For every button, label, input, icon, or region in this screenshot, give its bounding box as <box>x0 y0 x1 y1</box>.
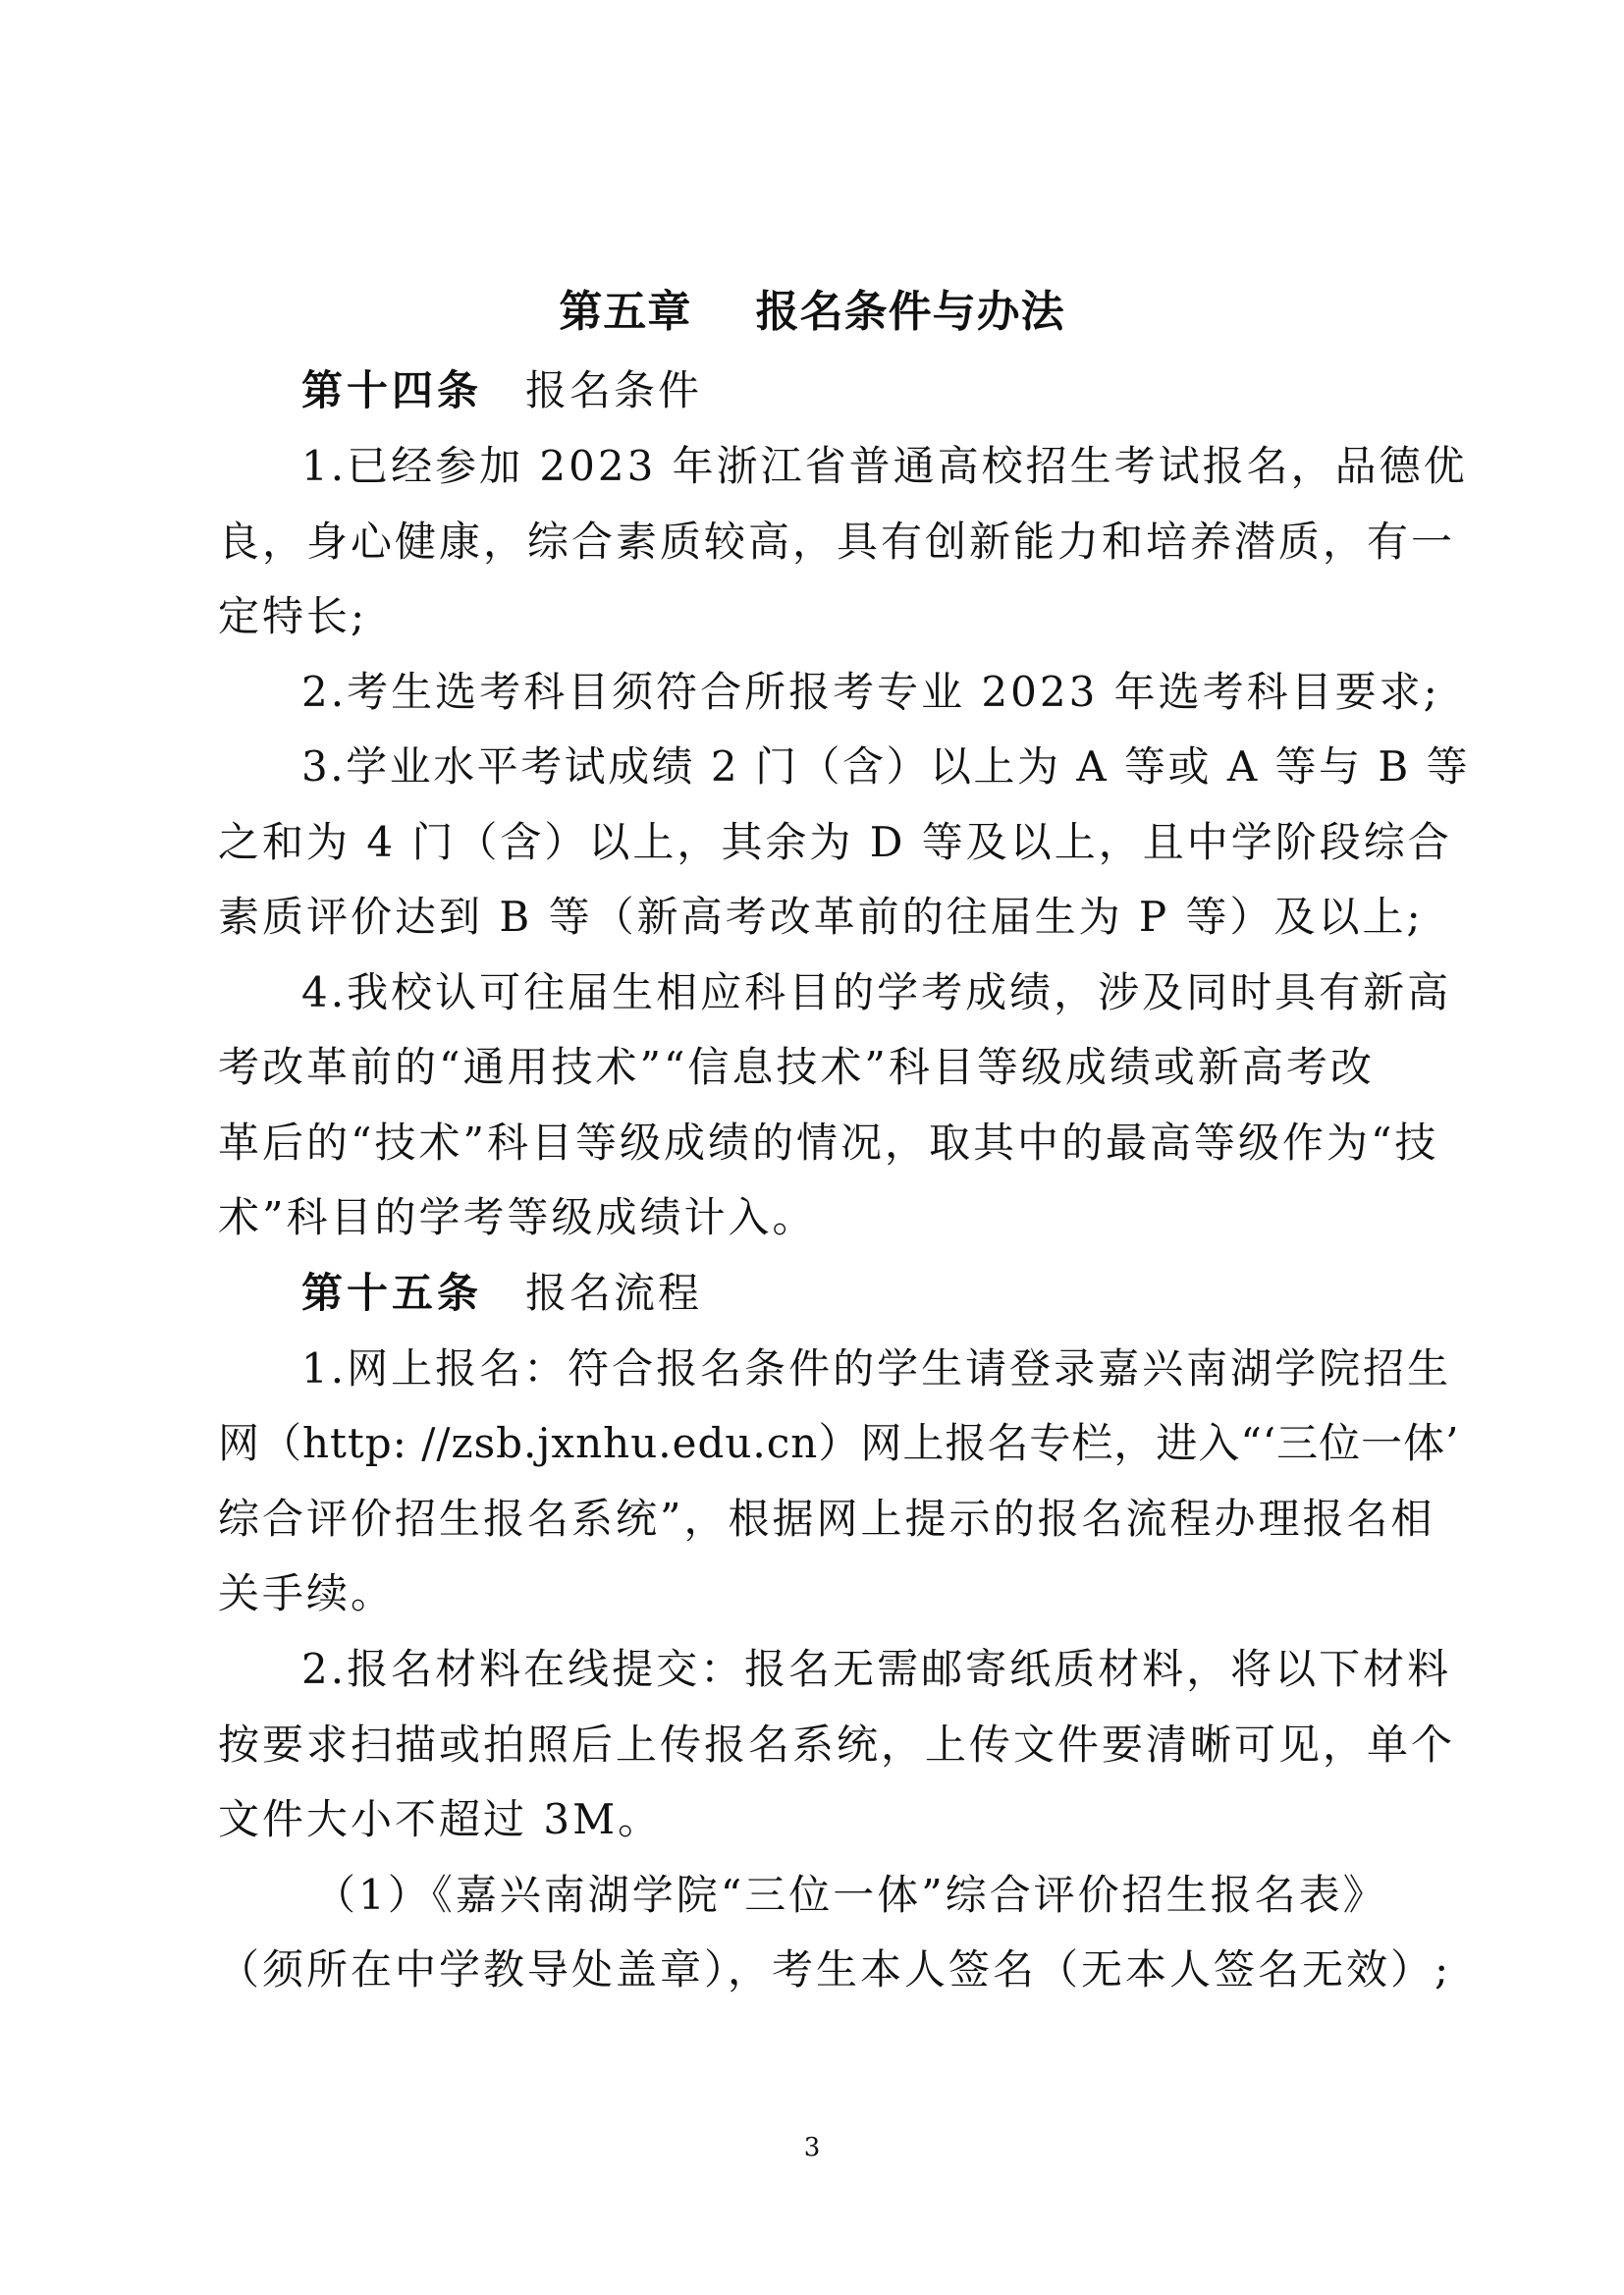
article-15-name: 报名流程 <box>525 1269 703 1317</box>
article-14-heading: 第十四条 <box>301 366 483 414</box>
paragraph-line: 定特长; <box>218 592 368 640</box>
paragraph-line: 3.学业水平考试成绩 2 门（含）以上为 A 等或 A 等与 B 等 <box>301 742 1471 791</box>
paragraph-line: 之和为 4 门（含）以上，其余为 D 等及以上，且中学阶段综合 <box>218 818 1452 866</box>
paragraph-line: 关手续。 <box>218 1569 396 1617</box>
paragraph-line: 1.已经参加 2023 年浙江省普通高校招生考试报名，品德优 <box>301 442 1468 490</box>
article-14-name: 报名条件 <box>525 366 703 414</box>
article-15-heading: 第十五条 <box>301 1269 483 1317</box>
paragraph-line: 革后的“技术”科目等级成绩的情况，取其中的最高等级作为“技 <box>218 1119 1439 1167</box>
paragraph-line: 术”科目的学考等级成绩计入。 <box>218 1193 817 1241</box>
paragraph-line: 考改革前的“通用技术”“信息技术”科目等级成绩或新高考改 <box>218 1043 1375 1091</box>
paragraph-line: 2.考生选考科目须符合所报考专业 2023 年选考科目要求; <box>301 668 1440 716</box>
paragraph-line: 综合评价招生报名系统”，根据网上提示的报名流程办理报名相 <box>218 1495 1435 1543</box>
paragraph-line: 文件大小不超过 3M。 <box>218 1795 663 1843</box>
paragraph-line: 2.报名材料在线提交：报名无需邮寄纸质材料，将以下材料 <box>301 1645 1452 1693</box>
paragraph-line: 良，身心健康，综合素质较高，具有创新能力和培养潜质，有一 <box>218 518 1456 566</box>
article-15-heading-line <box>301 1266 702 1321</box>
paragraph-line: （须所在中学教导处盖章），考生本人签名（无本人签名无效）; <box>218 1945 1452 1994</box>
article-14-heading-line <box>301 363 702 418</box>
paragraph-line: （1）《嘉兴南湖学院“三位一体”综合评价招生报名表》 <box>314 1871 1387 1919</box>
paragraph-line: 网（http: //zsb.jxnhu.edu.cn）网上报名专栏，进入“‘三位一体’ <box>218 1419 1460 1467</box>
paragraph-line: 按要求扫描或拍照后上传报名系统，上传文件要清晰可见，单个 <box>218 1721 1456 1769</box>
paragraph-line: 4.我校认可往届生相应科目的学考成绩，涉及同时具有新高 <box>301 968 1452 1016</box>
page-number: 3 <box>803 2133 821 2162</box>
paragraph-line: 素质评价达到 B 等（新高考改革前的往届生为 P 等）及以上; <box>218 893 1424 941</box>
chapter-title: 第五章 报名条件与办法 <box>559 287 1065 337</box>
paragraph-line: 1.网上报名：符合报名条件的学生请登录嘉兴南湖学院招生 <box>301 1344 1452 1393</box>
